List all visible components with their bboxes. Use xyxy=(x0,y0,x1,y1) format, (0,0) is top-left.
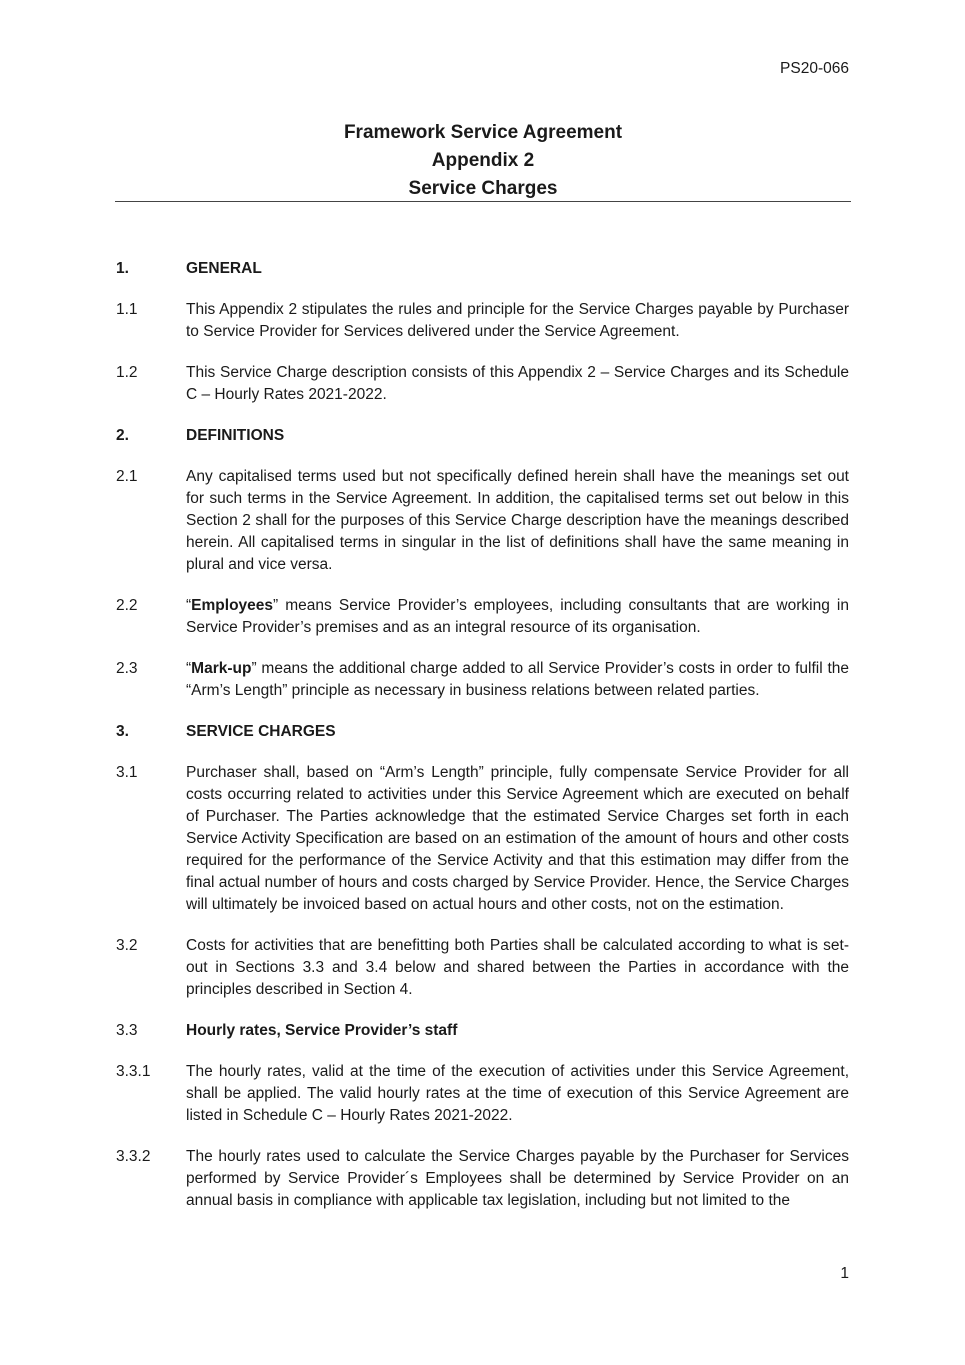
section-title: SERVICE CHARGES xyxy=(186,723,336,740)
section-heading-general xyxy=(116,258,849,280)
clause-text: This Appendix 2 stipulates the rules and principle for the Service Charges payable by Purchaser to Service Provider for Services delivered under the Service Agreement. xyxy=(186,301,849,340)
defined-term-mark-up: Mark-up xyxy=(191,660,252,677)
title-line-agreement: Framework Service Agreement xyxy=(343,122,623,143)
clause-3-1 xyxy=(116,762,849,916)
clause-1-2 xyxy=(116,362,849,406)
clause-3-3-heading xyxy=(116,1020,849,1042)
clause-text xyxy=(186,658,849,702)
title-divider xyxy=(115,201,851,202)
clause-number: 3.1 xyxy=(116,764,138,781)
section-number: 1. xyxy=(116,260,129,277)
clause-number: 3.3.1 xyxy=(116,1063,151,1080)
clause-number: 3.3 xyxy=(116,1022,138,1039)
document-body xyxy=(116,258,849,1231)
clause-3-3-1 xyxy=(116,1061,849,1127)
clause-text: This Service Charge description consists of this Appendix 2 – Service Charges and its Schedule C – Hourly Rates 2021-2022. xyxy=(186,364,849,403)
clause-text: Any capitalised terms used but not specifically defined herein shall have the meanings set out for such terms in the Service Agreement. In addition, the capitalised terms set out below in this Section 2 shall for the purposes of this Service Charge description have the meanings described herein. All capitalised terms in singular in the list of definitions shall have the same meaning in plural and vice versa. xyxy=(186,468,849,573)
clause-3-3-2 xyxy=(116,1146,849,1212)
clause-1-1 xyxy=(116,299,849,343)
clause-text: Purchaser shall, based on “Arm’s Length” principle, fully compensate Service Provider for all costs occurring related to activities under this Service Agreement which are executed on behalf of Purchaser. The Parties acknowledge that the estimated Service Charges set forth in each Service Activity Specification are based on an estimation of the amount of hours and other costs required for the performance of the Service Activity and that this estimation may differ from the final actual number of hours and costs charged by Service Provider. Hence, the Service Charges will ultimately be invoiced based on actual hours and other costs, not on the estimation. xyxy=(186,764,849,913)
clause-number: 2.1 xyxy=(116,468,138,485)
clause-number: 1.1 xyxy=(116,301,138,318)
title-line-appendix: Appendix 2 xyxy=(431,150,535,171)
clause-number: 2.3 xyxy=(116,660,138,677)
clause-text: The hourly rates used to calculate the Service Charges payable by the Purchaser for Services performed by Service Provider´s Employees shall be determined by Service Provider on an annual basis in compliance with applicable tax legislation, including but not limited to the xyxy=(186,1148,849,1209)
definition-text: ” means the additional charge added to all Service Provider’s costs in order to fulfil the “Arm’s Length” principle as necessary in business relations between related parties. xyxy=(186,660,849,699)
section-title: GENERAL xyxy=(186,260,262,277)
defined-term-employees: Employees xyxy=(191,597,274,614)
title-line-service-charges: Service Charges xyxy=(408,178,558,199)
clause-number: 2.2 xyxy=(116,597,138,614)
definition-text: ” means Service Provider’s employees, including consultants that are working in Service Provider’s premises and as an integral resource of its organisation. xyxy=(186,597,849,636)
open-quote: “ xyxy=(186,597,192,614)
section-heading-definitions xyxy=(116,425,849,447)
clause-number: 3.3.2 xyxy=(116,1148,151,1165)
section-heading-service-charges xyxy=(116,721,849,743)
clause-2-3 xyxy=(116,658,849,702)
clause-2-1 xyxy=(116,466,849,576)
page-number: 1 xyxy=(840,1265,849,1282)
clause-3-2 xyxy=(116,935,849,1001)
clause-number: 3.2 xyxy=(116,937,138,954)
document-title xyxy=(115,119,851,203)
section-number: 2. xyxy=(116,427,129,444)
clause-2-2 xyxy=(116,595,849,639)
subsection-title: Hourly rates, Service Provider’s staff xyxy=(186,1022,458,1039)
clause-text: Costs for activities that are benefitting both Parties shall be calculated according to what is set-out in Sections 3.3 and 3.4 below and shared between the Parties in accordance with the principles described in Section 4. xyxy=(186,937,849,998)
clause-text xyxy=(186,595,849,639)
clause-text: The hourly rates, valid at the time of the execution of activities under this Service Agreement, shall be applied. The valid hourly rates at the time of execution of this Service Agreement are listed in Schedule C – Hourly Rates 2021-2022. xyxy=(186,1063,849,1124)
document-reference: PS20-066 xyxy=(780,60,849,77)
clause-number: 1.2 xyxy=(116,364,138,381)
section-title: DEFINITIONS xyxy=(186,427,285,444)
section-number: 3. xyxy=(116,723,129,740)
open-quote: “ xyxy=(186,660,192,677)
